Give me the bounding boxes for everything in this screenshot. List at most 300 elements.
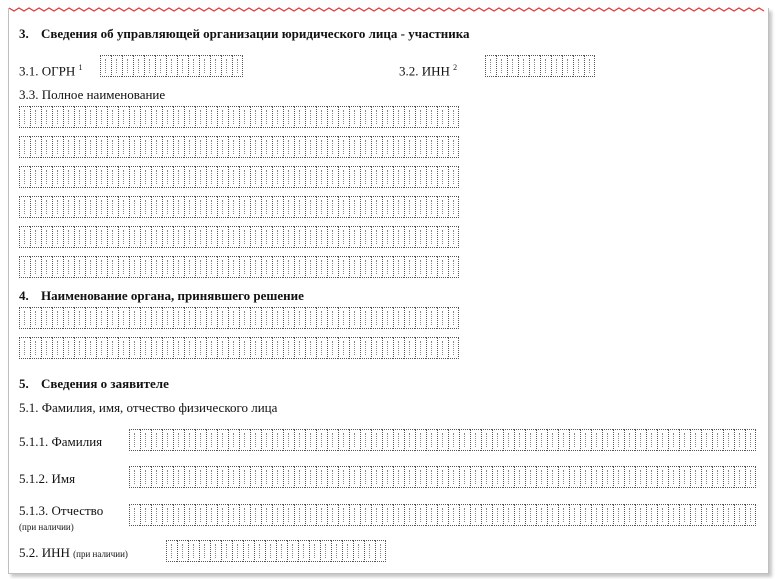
char-cell[interactable] (261, 429, 272, 451)
char-cell[interactable] (426, 466, 437, 488)
decision-body-field-row-1[interactable] (19, 307, 459, 329)
char-cell[interactable] (547, 504, 558, 526)
char-cell[interactable] (250, 337, 261, 359)
char-cell[interactable] (635, 429, 646, 451)
char-cell[interactable] (382, 136, 393, 158)
char-cell[interactable] (320, 540, 331, 562)
char-cell[interactable] (261, 196, 272, 218)
char-cell[interactable] (206, 307, 217, 329)
char-cell[interactable] (327, 106, 338, 128)
char-cell[interactable] (415, 429, 426, 451)
name-field[interactable] (129, 466, 756, 488)
char-cell[interactable] (173, 466, 184, 488)
char-cell[interactable] (52, 166, 63, 188)
char-cell[interactable] (19, 106, 30, 128)
char-cell[interactable] (63, 196, 74, 218)
char-cell[interactable] (206, 337, 217, 359)
char-cell[interactable] (701, 466, 712, 488)
char-cell[interactable] (415, 226, 426, 248)
char-cell[interactable] (228, 307, 239, 329)
char-cell[interactable] (184, 106, 195, 128)
char-cell[interactable] (437, 166, 448, 188)
char-cell[interactable] (173, 337, 184, 359)
char-cell[interactable] (503, 504, 514, 526)
char-cell[interactable] (195, 466, 206, 488)
char-cell[interactable] (569, 429, 580, 451)
char-cell[interactable] (437, 337, 448, 359)
char-cell[interactable] (195, 337, 206, 359)
char-cell[interactable] (536, 429, 547, 451)
char-cell[interactable] (195, 307, 206, 329)
char-cell[interactable] (129, 256, 140, 278)
char-cell[interactable] (690, 429, 701, 451)
fullname-field-row-6[interactable] (19, 256, 459, 278)
char-cell[interactable] (349, 256, 360, 278)
char-cell[interactable] (529, 55, 540, 77)
char-cell[interactable] (437, 106, 448, 128)
char-cell[interactable] (41, 307, 52, 329)
char-cell[interactable] (74, 256, 85, 278)
char-cell[interactable] (448, 466, 459, 488)
char-cell[interactable] (140, 166, 151, 188)
char-cell[interactable] (536, 466, 547, 488)
char-cell[interactable] (371, 106, 382, 128)
char-cell[interactable] (283, 504, 294, 526)
char-cell[interactable] (173, 136, 184, 158)
char-cell[interactable] (228, 196, 239, 218)
char-cell[interactable] (415, 196, 426, 218)
char-cell[interactable] (173, 106, 184, 128)
char-cell[interactable] (96, 226, 107, 248)
char-cell[interactable] (551, 55, 562, 77)
char-cell[interactable] (294, 136, 305, 158)
char-cell[interactable] (41, 226, 52, 248)
char-cell[interactable] (63, 136, 74, 158)
char-cell[interactable] (393, 429, 404, 451)
char-cell[interactable] (305, 226, 316, 248)
char-cell[interactable] (173, 504, 184, 526)
char-cell[interactable] (360, 226, 371, 248)
char-cell[interactable] (52, 136, 63, 158)
char-cell[interactable] (96, 307, 107, 329)
char-cell[interactable] (41, 196, 52, 218)
char-cell[interactable] (283, 337, 294, 359)
char-cell[interactable] (283, 196, 294, 218)
char-cell[interactable] (294, 196, 305, 218)
char-cell[interactable] (199, 540, 210, 562)
char-cell[interactable] (261, 307, 272, 329)
char-cell[interactable] (74, 136, 85, 158)
char-cell[interactable] (151, 256, 162, 278)
char-cell[interactable] (382, 166, 393, 188)
char-cell[interactable] (338, 226, 349, 248)
char-cell[interactable] (188, 540, 199, 562)
char-cell[interactable] (437, 136, 448, 158)
char-cell[interactable] (470, 429, 481, 451)
char-cell[interactable] (305, 504, 316, 526)
char-cell[interactable] (30, 337, 41, 359)
char-cell[interactable] (85, 196, 96, 218)
char-cell[interactable] (261, 106, 272, 128)
char-cell[interactable] (525, 504, 536, 526)
char-cell[interactable] (129, 226, 140, 248)
char-cell[interactable] (448, 196, 459, 218)
char-cell[interactable] (133, 55, 144, 77)
char-cell[interactable] (232, 55, 243, 77)
char-cell[interactable] (107, 256, 118, 278)
char-cell[interactable] (184, 429, 195, 451)
char-cell[interactable] (107, 226, 118, 248)
char-cell[interactable] (305, 106, 316, 128)
char-cell[interactable] (107, 196, 118, 218)
char-cell[interactable] (250, 256, 261, 278)
char-cell[interactable] (41, 337, 52, 359)
char-cell[interactable] (360, 429, 371, 451)
char-cell[interactable] (221, 55, 232, 77)
char-cell[interactable] (426, 136, 437, 158)
char-cell[interactable] (360, 196, 371, 218)
char-cell[interactable] (140, 226, 151, 248)
char-cell[interactable] (239, 466, 250, 488)
char-cell[interactable] (668, 466, 679, 488)
char-cell[interactable] (371, 466, 382, 488)
char-cell[interactable] (415, 136, 426, 158)
char-cell[interactable] (283, 256, 294, 278)
char-cell[interactable] (547, 466, 558, 488)
char-cell[interactable] (305, 307, 316, 329)
char-cell[interactable] (448, 504, 459, 526)
char-cell[interactable] (162, 466, 173, 488)
char-cell[interactable] (250, 504, 261, 526)
char-cell[interactable] (646, 429, 657, 451)
char-cell[interactable] (173, 196, 184, 218)
char-cell[interactable] (492, 504, 503, 526)
char-cell[interactable] (371, 429, 382, 451)
char-cell[interactable] (19, 226, 30, 248)
char-cell[interactable] (151, 429, 162, 451)
char-cell[interactable] (195, 256, 206, 278)
char-cell[interactable] (327, 166, 338, 188)
char-cell[interactable] (217, 307, 228, 329)
char-cell[interactable] (646, 504, 657, 526)
char-cell[interactable] (404, 429, 415, 451)
decision-body-field-row-2[interactable] (19, 337, 459, 359)
char-cell[interactable] (30, 226, 41, 248)
char-cell[interactable] (734, 429, 745, 451)
surname-field[interactable] (129, 429, 756, 451)
char-cell[interactable] (723, 429, 734, 451)
char-cell[interactable] (129, 429, 140, 451)
char-cell[interactable] (195, 136, 206, 158)
char-cell[interactable] (375, 540, 386, 562)
char-cell[interactable] (316, 337, 327, 359)
char-cell[interactable] (221, 540, 232, 562)
fullname-field-row-5[interactable] (19, 226, 459, 248)
char-cell[interactable] (393, 106, 404, 128)
char-cell[interactable] (162, 429, 173, 451)
ogrn-field[interactable] (100, 55, 243, 77)
char-cell[interactable] (327, 307, 338, 329)
char-cell[interactable] (294, 337, 305, 359)
char-cell[interactable] (272, 504, 283, 526)
char-cell[interactable] (107, 136, 118, 158)
char-cell[interactable] (206, 136, 217, 158)
char-cell[interactable] (52, 106, 63, 128)
char-cell[interactable] (558, 429, 569, 451)
char-cell[interactable] (316, 466, 327, 488)
char-cell[interactable] (437, 504, 448, 526)
char-cell[interactable] (470, 504, 481, 526)
char-cell[interactable] (162, 256, 173, 278)
char-cell[interactable] (327, 256, 338, 278)
char-cell[interactable] (393, 307, 404, 329)
char-cell[interactable] (382, 466, 393, 488)
char-cell[interactable] (129, 504, 140, 526)
char-cell[interactable] (316, 504, 327, 526)
char-cell[interactable] (360, 504, 371, 526)
char-cell[interactable] (111, 55, 122, 77)
char-cell[interactable] (360, 106, 371, 128)
char-cell[interactable] (690, 466, 701, 488)
char-cell[interactable] (206, 106, 217, 128)
char-cell[interactable] (96, 196, 107, 218)
char-cell[interactable] (426, 337, 437, 359)
char-cell[interactable] (30, 256, 41, 278)
char-cell[interactable] (184, 226, 195, 248)
char-cell[interactable] (679, 504, 690, 526)
char-cell[interactable] (195, 196, 206, 218)
char-cell[interactable] (151, 136, 162, 158)
char-cell[interactable] (327, 196, 338, 218)
char-cell[interactable] (690, 504, 701, 526)
char-cell[interactable] (19, 256, 30, 278)
char-cell[interactable] (382, 429, 393, 451)
char-cell[interactable] (448, 136, 459, 158)
char-cell[interactable] (349, 337, 360, 359)
char-cell[interactable] (349, 166, 360, 188)
char-cell[interactable] (536, 504, 547, 526)
char-cell[interactable] (734, 504, 745, 526)
char-cell[interactable] (151, 504, 162, 526)
char-cell[interactable] (305, 166, 316, 188)
char-cell[interactable] (624, 429, 635, 451)
char-cell[interactable] (151, 106, 162, 128)
char-cell[interactable] (41, 256, 52, 278)
char-cell[interactable] (52, 226, 63, 248)
inn-field[interactable] (485, 55, 595, 77)
char-cell[interactable] (129, 166, 140, 188)
char-cell[interactable] (481, 429, 492, 451)
char-cell[interactable] (151, 226, 162, 248)
char-cell[interactable] (217, 504, 228, 526)
char-cell[interactable] (349, 136, 360, 158)
char-cell[interactable] (228, 226, 239, 248)
char-cell[interactable] (426, 226, 437, 248)
char-cell[interactable] (239, 166, 250, 188)
char-cell[interactable] (155, 55, 166, 77)
char-cell[interactable] (217, 136, 228, 158)
char-cell[interactable] (316, 136, 327, 158)
char-cell[interactable] (558, 504, 569, 526)
char-cell[interactable] (140, 466, 151, 488)
char-cell[interactable] (448, 307, 459, 329)
char-cell[interactable] (265, 540, 276, 562)
char-cell[interactable] (283, 226, 294, 248)
char-cell[interactable] (96, 337, 107, 359)
char-cell[interactable] (140, 136, 151, 158)
char-cell[interactable] (448, 106, 459, 128)
char-cell[interactable] (415, 337, 426, 359)
char-cell[interactable] (382, 307, 393, 329)
char-cell[interactable] (140, 429, 151, 451)
char-cell[interactable] (349, 429, 360, 451)
char-cell[interactable] (404, 196, 415, 218)
char-cell[interactable] (393, 196, 404, 218)
char-cell[interactable] (602, 429, 613, 451)
char-cell[interactable] (338, 166, 349, 188)
char-cell[interactable] (177, 55, 188, 77)
char-cell[interactable] (206, 429, 217, 451)
char-cell[interactable] (404, 166, 415, 188)
char-cell[interactable] (393, 226, 404, 248)
char-cell[interactable] (19, 337, 30, 359)
char-cell[interactable] (118, 307, 129, 329)
char-cell[interactable] (122, 55, 133, 77)
char-cell[interactable] (239, 429, 250, 451)
char-cell[interactable] (107, 337, 118, 359)
char-cell[interactable] (30, 307, 41, 329)
char-cell[interactable] (74, 196, 85, 218)
char-cell[interactable] (118, 196, 129, 218)
char-cell[interactable] (272, 307, 283, 329)
char-cell[interactable] (393, 256, 404, 278)
char-cell[interactable] (140, 256, 151, 278)
char-cell[interactable] (613, 466, 624, 488)
fullname-field-row-1[interactable] (19, 106, 459, 128)
char-cell[interactable] (118, 166, 129, 188)
char-cell[interactable] (701, 429, 712, 451)
char-cell[interactable] (118, 106, 129, 128)
char-cell[interactable] (52, 196, 63, 218)
char-cell[interactable] (712, 504, 723, 526)
char-cell[interactable] (327, 429, 338, 451)
char-cell[interactable] (496, 55, 507, 77)
char-cell[interactable] (404, 307, 415, 329)
char-cell[interactable] (349, 504, 360, 526)
char-cell[interactable] (371, 504, 382, 526)
char-cell[interactable] (569, 504, 580, 526)
char-cell[interactable] (316, 196, 327, 218)
char-cell[interactable] (166, 540, 177, 562)
char-cell[interactable] (591, 504, 602, 526)
char-cell[interactable] (371, 136, 382, 158)
char-cell[interactable] (514, 466, 525, 488)
char-cell[interactable] (63, 256, 74, 278)
char-cell[interactable] (294, 106, 305, 128)
char-cell[interactable] (712, 429, 723, 451)
char-cell[interactable] (184, 337, 195, 359)
char-cell[interactable] (63, 166, 74, 188)
char-cell[interactable] (261, 337, 272, 359)
char-cell[interactable] (140, 337, 151, 359)
char-cell[interactable] (85, 226, 96, 248)
char-cell[interactable] (96, 136, 107, 158)
char-cell[interactable] (85, 337, 96, 359)
char-cell[interactable] (217, 226, 228, 248)
char-cell[interactable] (360, 337, 371, 359)
char-cell[interactable] (118, 136, 129, 158)
char-cell[interactable] (305, 466, 316, 488)
char-cell[interactable] (184, 256, 195, 278)
char-cell[interactable] (30, 166, 41, 188)
char-cell[interactable] (151, 337, 162, 359)
char-cell[interactable] (140, 504, 151, 526)
char-cell[interactable] (327, 337, 338, 359)
char-cell[interactable] (30, 196, 41, 218)
char-cell[interactable] (63, 106, 74, 128)
char-cell[interactable] (327, 136, 338, 158)
char-cell[interactable] (184, 307, 195, 329)
char-cell[interactable] (239, 307, 250, 329)
char-cell[interactable] (184, 196, 195, 218)
char-cell[interactable] (74, 166, 85, 188)
char-cell[interactable] (591, 429, 602, 451)
char-cell[interactable] (514, 429, 525, 451)
char-cell[interactable] (254, 540, 265, 562)
fullname-field-row-3[interactable] (19, 166, 459, 188)
char-cell[interactable] (353, 540, 364, 562)
char-cell[interactable] (239, 256, 250, 278)
char-cell[interactable] (184, 136, 195, 158)
char-cell[interactable] (52, 256, 63, 278)
char-cell[interactable] (580, 429, 591, 451)
char-cell[interactable] (624, 504, 635, 526)
char-cell[interactable] (298, 540, 309, 562)
char-cell[interactable] (382, 337, 393, 359)
char-cell[interactable] (426, 196, 437, 218)
char-cell[interactable] (217, 337, 228, 359)
char-cell[interactable] (591, 466, 602, 488)
char-cell[interactable] (382, 504, 393, 526)
applicant-inn-field[interactable] (166, 540, 386, 562)
char-cell[interactable] (107, 106, 118, 128)
char-cell[interactable] (63, 226, 74, 248)
char-cell[interactable] (712, 466, 723, 488)
char-cell[interactable] (239, 136, 250, 158)
char-cell[interactable] (404, 337, 415, 359)
char-cell[interactable] (250, 429, 261, 451)
char-cell[interactable] (602, 504, 613, 526)
char-cell[interactable] (349, 196, 360, 218)
char-cell[interactable] (327, 226, 338, 248)
char-cell[interactable] (371, 256, 382, 278)
char-cell[interactable] (188, 55, 199, 77)
char-cell[interactable] (342, 540, 353, 562)
char-cell[interactable] (85, 166, 96, 188)
char-cell[interactable] (129, 307, 140, 329)
char-cell[interactable] (437, 307, 448, 329)
char-cell[interactable] (518, 55, 529, 77)
char-cell[interactable] (426, 307, 437, 329)
char-cell[interactable] (437, 256, 448, 278)
char-cell[interactable] (584, 55, 595, 77)
char-cell[interactable] (173, 429, 184, 451)
char-cell[interactable] (261, 166, 272, 188)
char-cell[interactable] (250, 466, 261, 488)
char-cell[interactable] (668, 429, 679, 451)
char-cell[interactable] (404, 106, 415, 128)
char-cell[interactable] (283, 429, 294, 451)
